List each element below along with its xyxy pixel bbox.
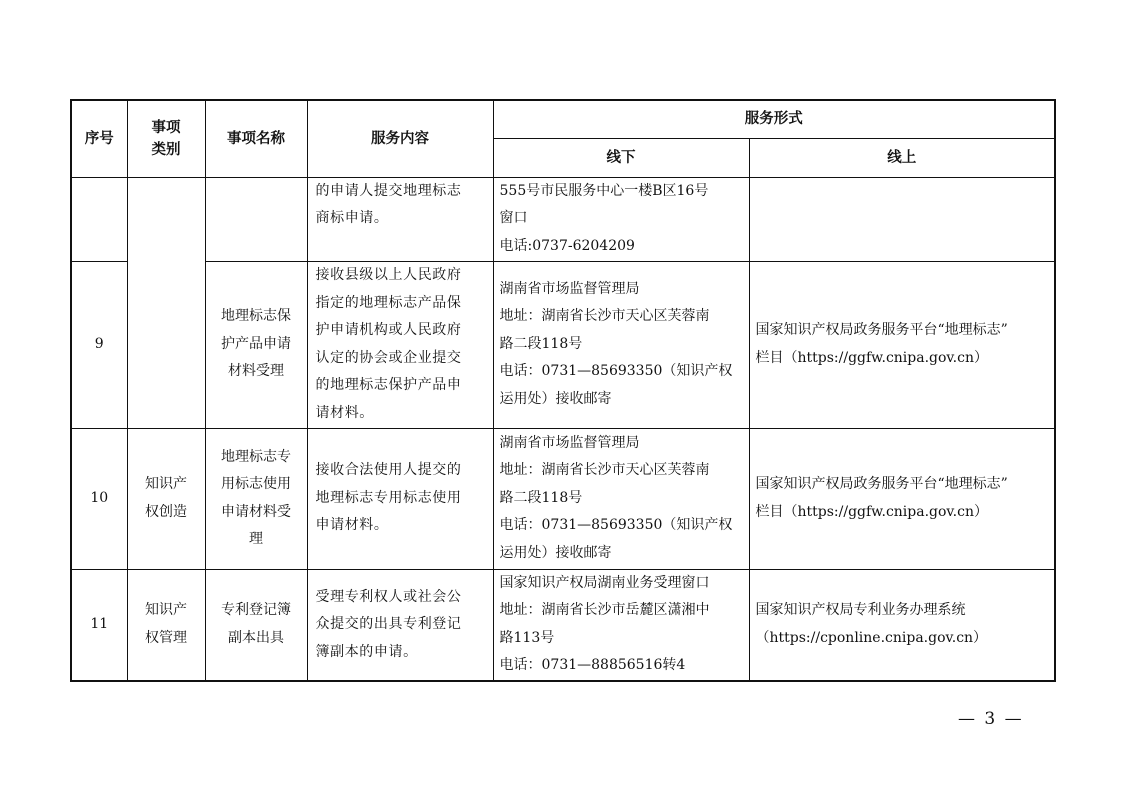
name-line: 护产品申请 [221, 335, 291, 352]
offline-line: 运用处）接收邮寄 [499, 390, 612, 407]
offline-line: 运用处）接收邮寄 [499, 544, 612, 561]
header-offline: 线下 [493, 138, 749, 177]
header-service-form: 服务形式 [493, 100, 1055, 138]
offline-line: 地址：湖南省长沙市天心区芙蓉南 [499, 308, 710, 325]
offline-line: 电话：0731—85693350（知识产权 [499, 363, 733, 380]
content-line: 众提交的出具专利登记 [315, 616, 462, 632]
header-name: 事项名称 [205, 100, 307, 177]
offline-cell [493, 261, 749, 428]
offline-cell [493, 428, 749, 569]
seq-cell: 10 [71, 428, 127, 569]
online-cell [749, 177, 1055, 261]
header-seq: 序号 [71, 100, 127, 177]
content-line: 接收县级以上人民政府 [315, 267, 462, 283]
name-line: 用标志使用 [221, 476, 291, 492]
content-cell [307, 569, 493, 681]
content-line: 受理专利权人或社会公 [315, 588, 462, 605]
offline-cell [493, 569, 749, 681]
name-cell [205, 428, 307, 569]
name-cell [205, 569, 307, 681]
offline-line: 湖南省市场监督管理局 [499, 280, 640, 297]
category-cell [127, 428, 205, 569]
offline-line: 电话：0731—88856516转4 [499, 657, 686, 674]
name-line: 理 [249, 531, 263, 547]
online-line: 国家知识产权局政务服务平台“地理标志” [755, 476, 1008, 492]
content-cell [307, 177, 493, 261]
offline-line: 电话：0731—85693350（知识产权 [499, 517, 733, 534]
header-category [127, 100, 205, 177]
page-number: — 3 — [958, 709, 1024, 729]
content-line: 请材料。 [315, 404, 374, 421]
name-line: 专利登记簿 [221, 602, 291, 619]
name-cell [205, 261, 307, 428]
category-cell [127, 569, 205, 681]
online-line: 栏目（https://ggfw.cnipa.gov.cn） [755, 503, 988, 520]
online-cell [749, 428, 1055, 569]
offline-line: 地址：湖南省长沙市岳麓区潇湘中 [499, 602, 710, 619]
offline-line: 路二段118号 [499, 489, 583, 506]
content-line: 护申请机构或人民政府 [315, 322, 462, 338]
content-line: 认定的协会或企业提交 [315, 349, 462, 366]
offline-line: 地址：湖南省长沙市天心区芙蓉南 [499, 462, 710, 479]
offline-line: 电话:0737-6204209 [499, 237, 635, 254]
offline-line: 国家知识产权局湖南业务受理窗口 [499, 574, 710, 591]
seq-cell: 9 [71, 261, 127, 428]
header-category-line1: 事项 [151, 119, 181, 136]
header-category-line2: 类别 [151, 141, 181, 158]
table-row [71, 261, 1055, 428]
name-line: 申请材料受 [221, 503, 291, 520]
category-cell [127, 177, 205, 428]
content-cell [307, 261, 493, 428]
seq-cell: 11 [71, 569, 127, 681]
offline-line: 555号市民服务中心一楼B区16号 [499, 182, 709, 199]
category-line: 知识产 [145, 476, 187, 492]
content-line: 地理标志专用标志使用 [315, 489, 462, 506]
table-row [71, 177, 1055, 261]
name-line: 副本出具 [228, 629, 284, 646]
content-line: 簿副本的申请。 [315, 643, 418, 660]
content-line: 接收合法使用人提交的 [315, 462, 462, 479]
name-cell [205, 177, 307, 261]
content-line: 指定的地理标志产品保 [315, 294, 462, 311]
table-row [71, 569, 1055, 681]
offline-cell [493, 177, 749, 261]
online-line: 国家知识产权局专利业务办理系统 [755, 602, 966, 619]
online-cell [749, 569, 1055, 681]
category-line: 权管理 [145, 629, 187, 646]
content-cell [307, 428, 493, 569]
table-row [71, 428, 1055, 569]
offline-line: 路113号 [499, 629, 555, 646]
content-line: 的地理标志保护产品申 [315, 377, 462, 393]
offline-line: 路二段118号 [499, 335, 583, 352]
offline-line: 湖南省市场监督管理局 [499, 434, 640, 451]
online-line: 栏目（https://ggfw.cnipa.gov.cn） [755, 349, 988, 366]
online-line: 国家知识产权局政务服务平台“地理标志” [755, 322, 1008, 338]
content-line: 的申请人提交地理标志 [315, 182, 462, 199]
offline-line: 窗口 [499, 210, 528, 227]
category-line: 权创造 [145, 503, 187, 520]
content-line: 商标申请。 [315, 210, 389, 226]
seq-cell [71, 177, 127, 261]
online-line: （https://cponline.cnipa.gov.cn） [755, 629, 988, 646]
header-online: 线上 [749, 138, 1055, 177]
online-cell [749, 261, 1055, 428]
name-line: 地理标志专 [221, 448, 291, 465]
name-line: 地理标志保 [221, 308, 291, 325]
category-line: 知识产 [145, 602, 187, 619]
service-table [70, 99, 1056, 682]
content-line: 申请材料。 [315, 517, 389, 534]
header-content: 服务内容 [307, 100, 493, 177]
name-line: 材料受理 [228, 363, 284, 380]
